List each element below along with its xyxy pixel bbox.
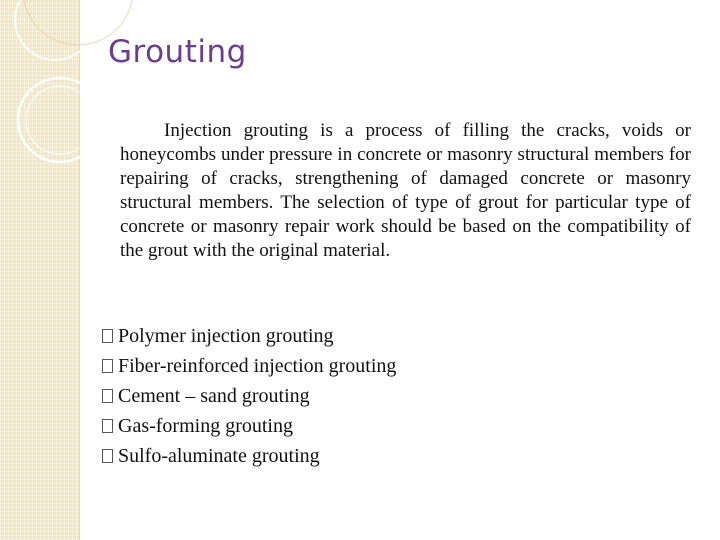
list-item-label: Fiber-reinforced injection grouting [118,354,397,377]
square-bullet-icon [102,359,113,373]
square-bullet-icon [102,449,113,463]
list-item-label: Cement – sand grouting [118,384,310,407]
list-item [102,381,396,411]
intro-paragraph: Injection grouting is a process of filling the cracks, voids or honeycombs under pressure in concrete or masonry structural members for repairing of cracks, strengthening of damaged concrete or masonry structural members. The selection of type of grout for particular type of concrete or masonry repair work should be based on the compatibility of the grout with the original material. [120,120,691,261]
decorative-circles-icon [0,0,130,200]
list-item-label: Polymer injection grouting [118,324,334,347]
square-bullet-icon [102,419,113,433]
square-bullet-icon [102,329,113,343]
list-item [102,441,396,471]
slide-title: Grouting [108,34,247,70]
list-item [102,321,396,351]
square-bullet-icon [102,389,113,403]
list-item [102,351,396,381]
list-item-label: Gas-forming grouting [118,414,293,437]
grouting-types-list [102,321,396,471]
list-item [102,411,396,441]
list-item-label: Sulfo-aluminate grouting [118,444,320,467]
